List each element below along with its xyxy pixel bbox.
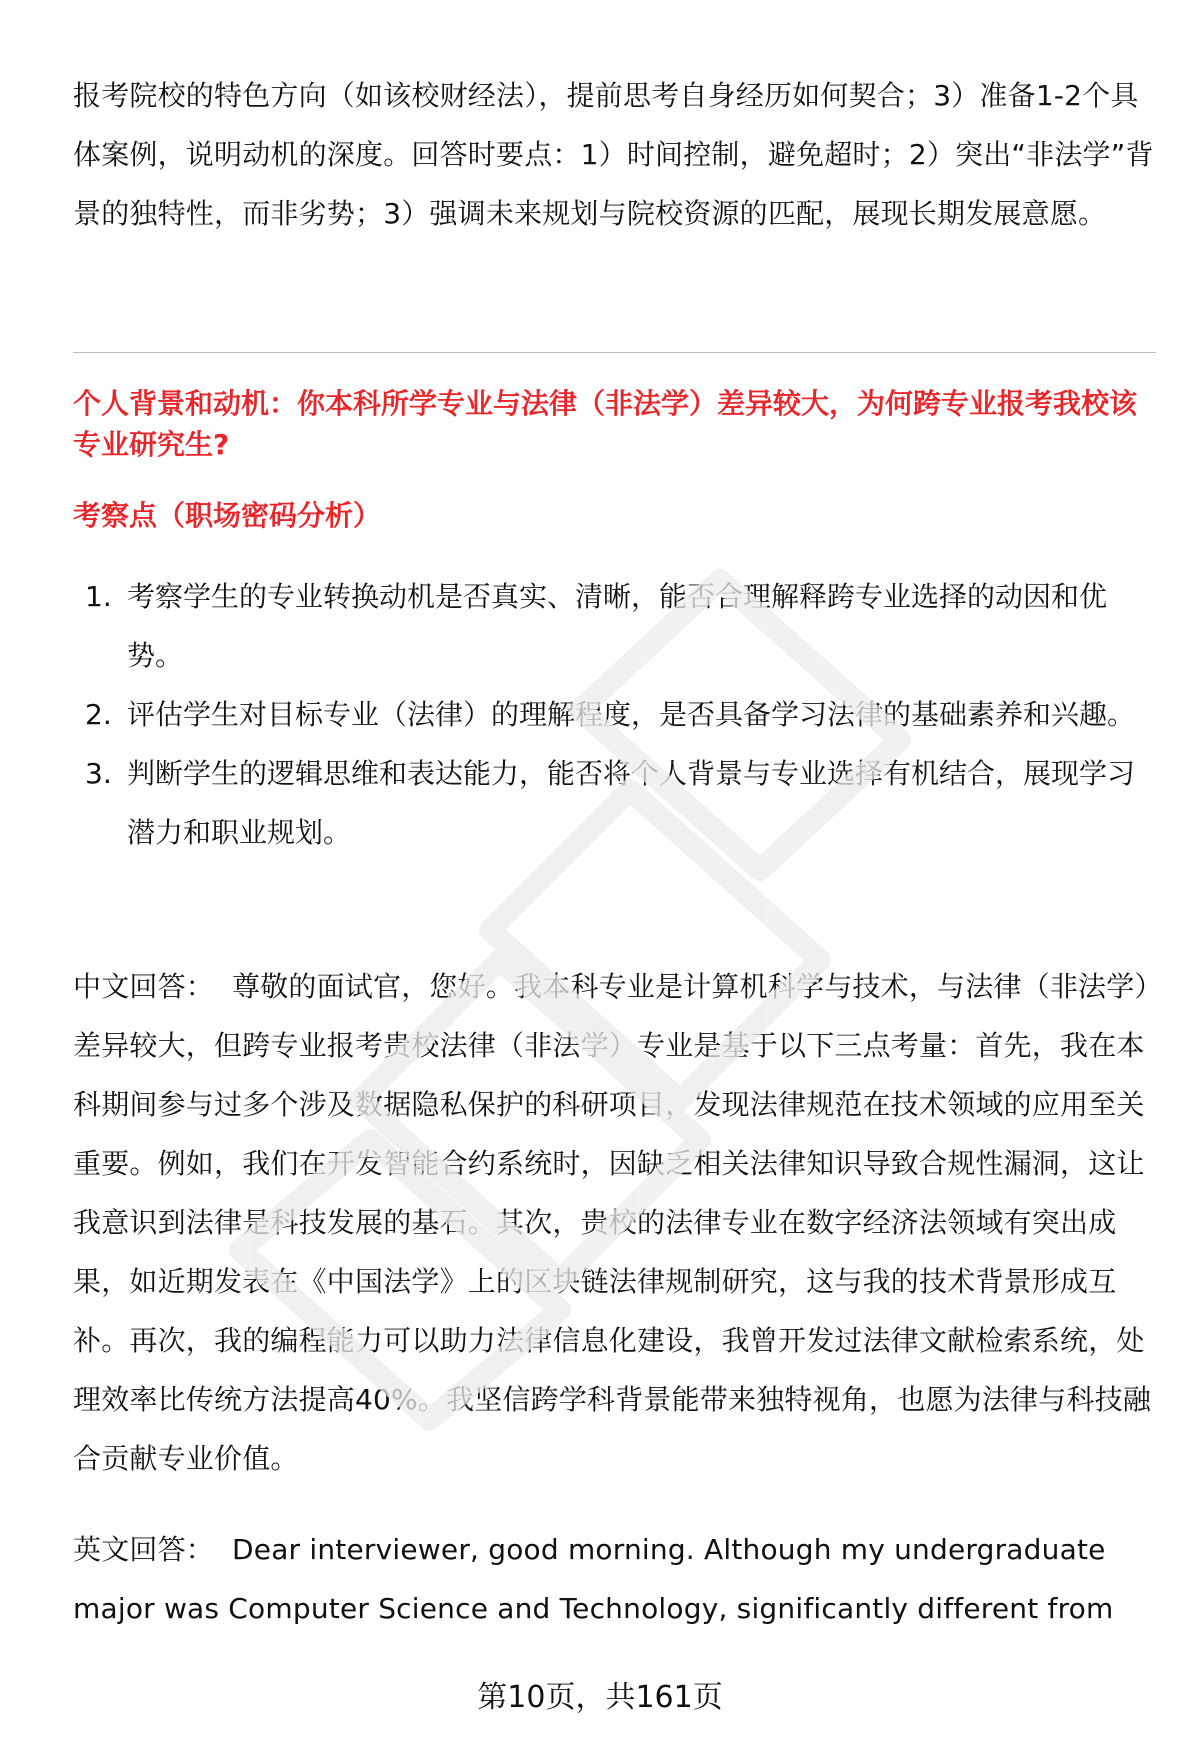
page-footer: 第10页，共161页 <box>477 1680 723 1715</box>
top-paragraph: 报考院校的特色方向（如该校财经法），提前思考自身经历如何契合；3）准备1-2个具体案例，说明动机的深度。回答时要点：1）时间控制，避免超时；2）突出“非法学”背景的独特性，而非劣势；3）强调未来规划与院校资源的匹配，展现长期发展意愿。 <box>73 79 1154 230</box>
list-item-text: 考察学生的专业转换动机是否真实、清晰，能否合理解释跨专业选择的动因和优势。 <box>127 580 1108 672</box>
section-divider <box>73 352 1156 353</box>
english-answer-label: 英文回答： <box>73 1533 215 1566</box>
list-item-text: 判断学生的逻辑思维和表达能力，能否将个人背景与专业选择有机结合，展现学习潜力和职业规划。 <box>127 757 1136 849</box>
list-item <box>73 744 1156 862</box>
sub-heading: 考察点（职场密码分析） <box>73 499 382 532</box>
assessment-points-list <box>73 567 1156 862</box>
chinese-answer-label: 中文回答： <box>73 970 215 1003</box>
english-answer-paragraph <box>73 1520 1156 1638</box>
question-heading: 个人背景和动机：你本科所学专业与法律（非法学）差异较大，为何跨专业报考我校该专业研究生? <box>73 387 1138 461</box>
document-page <box>73 0 1156 1755</box>
list-item-number: 1. <box>85 580 112 613</box>
list-item <box>73 567 1156 685</box>
list-item <box>73 685 1156 744</box>
english-answer-text: Dear interviewer, good morning. Although my undergraduate major was Computer Science and Technology, significantly different from <box>73 1533 1114 1625</box>
list-item-number: 3. <box>85 757 112 790</box>
chinese-answer-paragraph <box>73 957 1156 1488</box>
list-item-number: 2. <box>85 698 112 731</box>
chinese-answer-text: 尊敬的面试官，您好。我本科专业是计算机科学与技术，与法律（非法学）差异较大，但跨专业报考贵校法律（非法学）专业是基于以下三点考量：首先，我在本科期间参与过多个涉及数据隐私保护的科研项目，发现法律规范在技术领域的应用至关重要。例如，我们在开发智能合约系统时，因缺乏相关法律知识导致合规性漏洞，这让我意识到法律是科技发展的基石。其次，贵校的法律专业在数字经济法领域有突出成果，如近期发表在《中国法学》上的区块链法律规制研究，这与我的技术背景形成互补。再次，我的编程能力可以助力法律信息化建设，我曾开发过法律文献检索系统，处理效率比传统方法提高40%。我坚信跨学科背景能带来独特视角，也愿为法律与科技融合贡献专业价值。 <box>73 970 1152 1475</box>
list-item-text: 评估学生对目标专业（法律）的理解程度，是否具备学习法律的基础素养和兴趣。 <box>127 698 1136 731</box>
